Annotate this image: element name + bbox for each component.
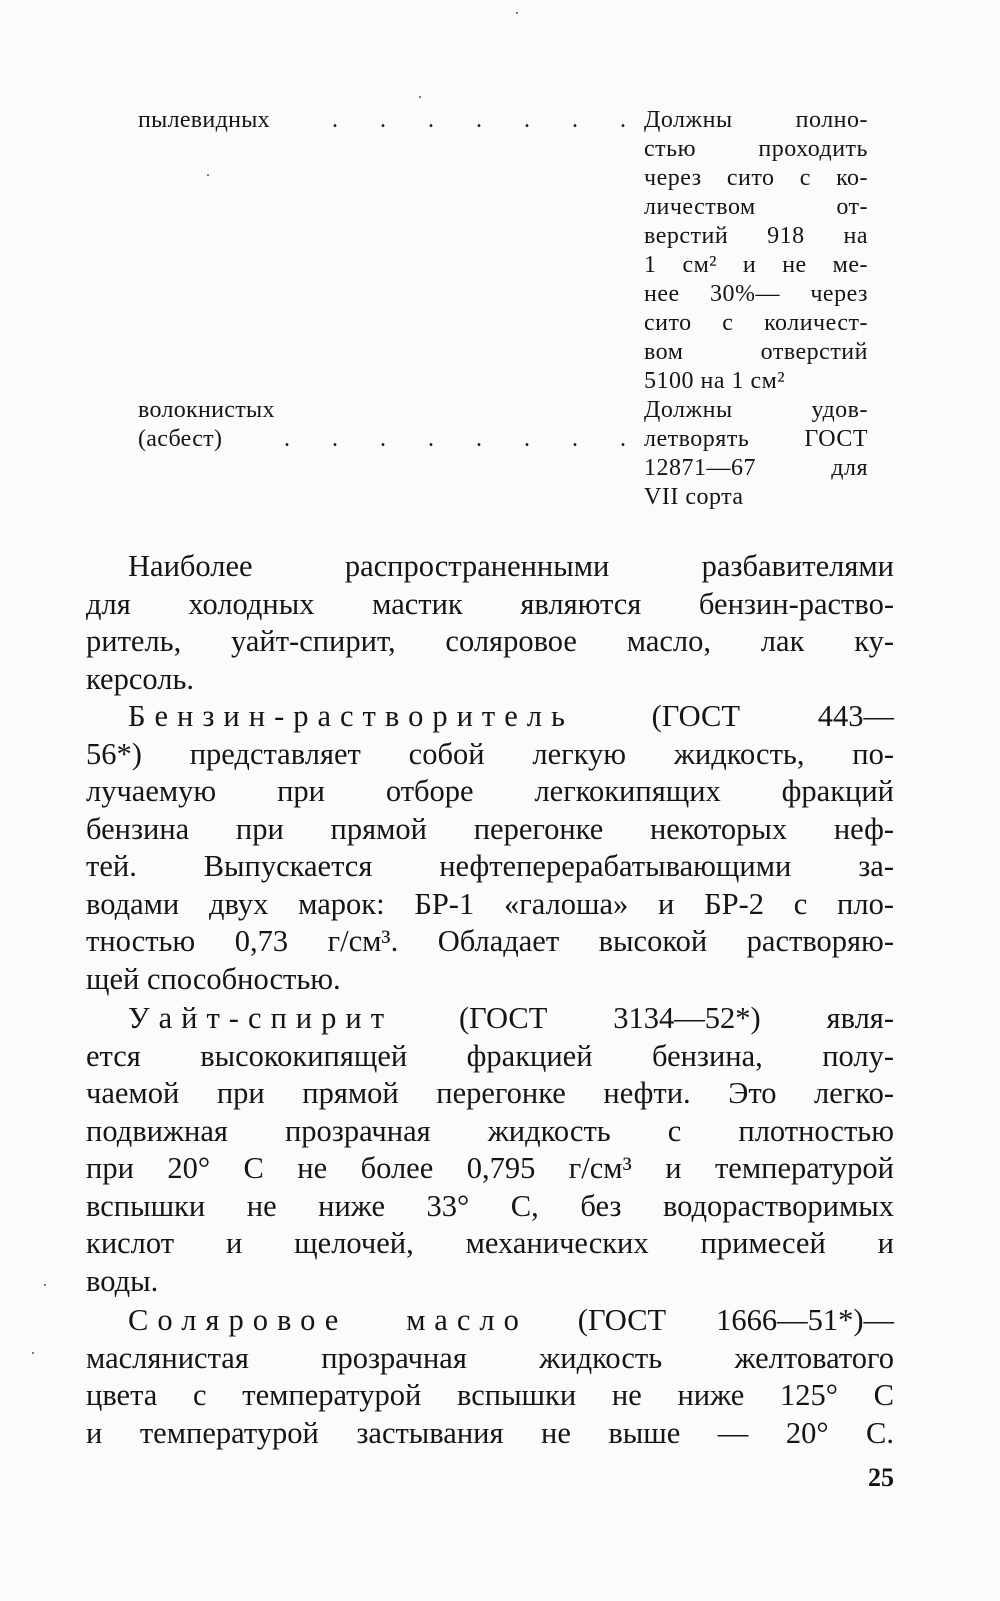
- spec-term: [138, 396, 644, 454]
- text-line: Наиболее распространенными разбавителями: [128, 549, 894, 583]
- spec-row-fiber: [138, 396, 868, 512]
- defined-term: Уайт-спирит: [128, 1001, 394, 1035]
- text-line: чаемой при прямой перегонке нефти. Это легко-: [86, 1076, 894, 1110]
- paragraph-solar-oil: [86, 1302, 894, 1452]
- text-line: тей. Выпускается нефтеперерабатывающими за-: [86, 849, 894, 883]
- definition-line: 1 см² и не ме-: [644, 252, 868, 278]
- page-number: 25: [868, 1463, 894, 1492]
- text-line: ритель, уайт-спирит, соляровое масло, лак ку-: [86, 624, 894, 658]
- term-label: пылевидных: [138, 107, 270, 133]
- text-line: воды.: [86, 1263, 159, 1298]
- paragraph-thinners: [86, 548, 894, 698]
- text-line: для холодных мастик являются бензин-раство-: [86, 586, 894, 621]
- definition-line: личеством от-: [644, 194, 868, 220]
- definition-line: через сито с ко-: [644, 165, 868, 191]
- text-line: кислот и щелочей, механических примесей и: [86, 1226, 894, 1260]
- definition-line: сито с количест-: [644, 310, 868, 336]
- text-line: бензина при прямой перегонке некоторых неф-: [86, 811, 894, 846]
- text-line: керсоль.: [86, 661, 194, 696]
- text-line: вспышки не ниже 33° С, без водорастворимых: [86, 1188, 894, 1223]
- definition-line: нее 30%— через: [644, 281, 868, 307]
- spec-definition: [644, 396, 868, 512]
- scan-speck: [419, 96, 421, 98]
- scan-speck: [44, 1284, 46, 1286]
- definition-line: Должны удов-: [644, 397, 868, 423]
- defined-term: Бензин-растворитель: [128, 699, 574, 733]
- scan-speck: [516, 12, 518, 14]
- text-line: маслянистая прозрачная жидкость желтоватого: [86, 1340, 894, 1375]
- text-line: [86, 698, 894, 736]
- definition-line: верстий 918 на: [644, 223, 868, 249]
- spec-definition: [644, 106, 868, 396]
- text-line: при 20° С не более 0,795 г/см³ и температурой: [86, 1151, 894, 1185]
- text-line: 56*) представляет собой легкую жидкость, по-: [86, 736, 894, 771]
- definition-line: 5100 на 1 см²: [644, 368, 786, 394]
- text-line: щей способностью.: [86, 961, 341, 996]
- text-line: [86, 1302, 894, 1340]
- text-fragment: (ГОСТ 1666—51*)—: [577, 1303, 895, 1337]
- scan-speck: [32, 1352, 34, 1354]
- text-line: ется высококипящей фракцией бензина, полу-: [86, 1038, 894, 1073]
- text-line: подвижная прозрачная жидкость с плотностью: [86, 1113, 894, 1148]
- leader-dots: . . . . . . . .: [284, 426, 644, 452]
- text-line: и температурой застывания не выше — 20° С.: [86, 1415, 894, 1450]
- text-line: цвета с температурой вспышки не ниже 125° С: [86, 1378, 894, 1412]
- body-text: [86, 548, 894, 1452]
- text-fragment: (ГОСТ 443—: [651, 699, 895, 733]
- definition-line: стью проходить: [644, 136, 868, 162]
- definition-line: VII сорта: [644, 484, 744, 510]
- term-label: (асбест): [138, 426, 223, 452]
- paragraph-white-spirit: [86, 1000, 894, 1300]
- term-label: волокнистых: [138, 397, 275, 423]
- text-line: [86, 1000, 894, 1038]
- text-line: тностью 0,73 г/см³. Обладает высокой растворяю-: [86, 924, 894, 958]
- defined-term: Соляровое масло: [128, 1303, 528, 1337]
- definition-line: Должны полно-: [644, 107, 868, 133]
- text-line: лучаемую при отборе легкокипящих фракций: [86, 774, 894, 808]
- definition-line: 12871—67 для: [644, 455, 868, 481]
- definition-line: летворять ГОСТ: [644, 426, 868, 452]
- text-fragment: (ГОСТ 3134—52*) явля-: [458, 1001, 894, 1035]
- paragraph-benzine-solvent: [86, 698, 894, 998]
- spec-term: [138, 106, 644, 135]
- spec-table: [138, 106, 868, 512]
- text-line: водами двух марок: БР-1 «галоша» и БР-2 с пло-: [86, 886, 894, 921]
- definition-line: вом отверстий: [644, 339, 868, 365]
- leader-dots: . . . . . . .: [332, 107, 644, 133]
- spec-row-dust: [138, 106, 868, 396]
